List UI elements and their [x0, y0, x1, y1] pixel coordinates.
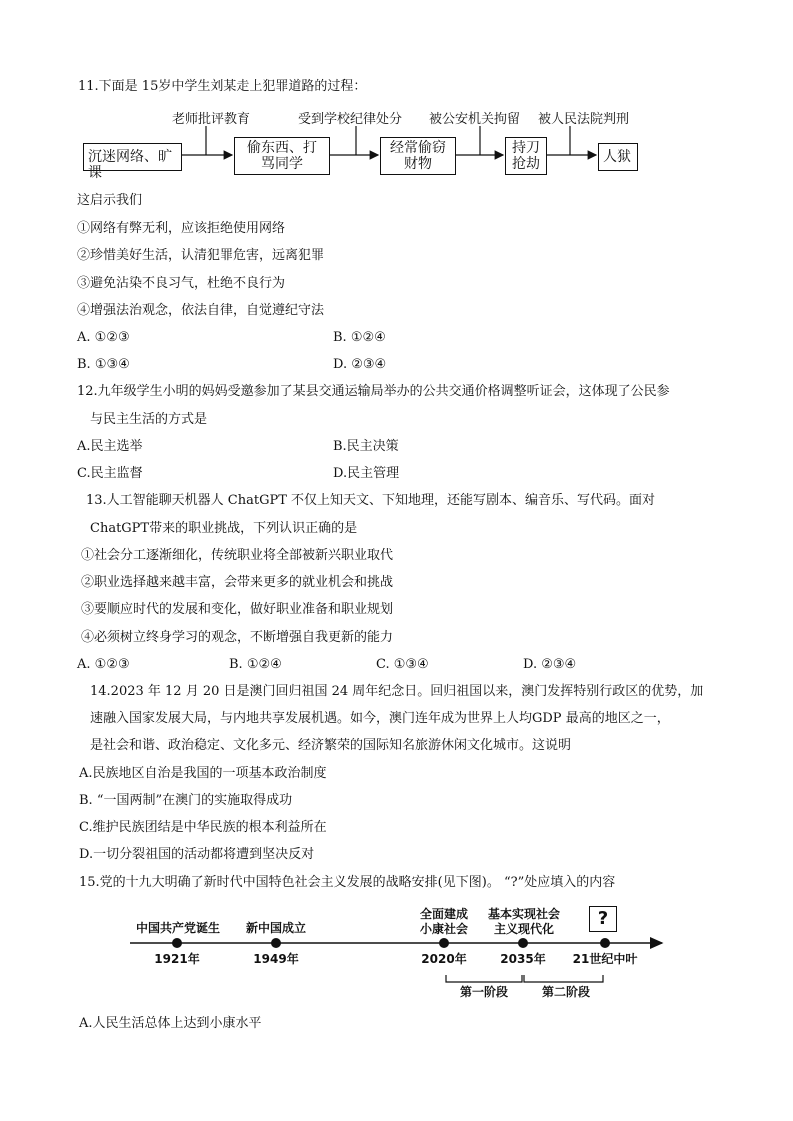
- q14-stem-line2: 速融入国家发展大局，与内地共享发展机遇。如今，澳门连年成为世界上人均GDP 最高的地区之一，: [90, 711, 670, 726]
- q11-lead: 这启示我们: [77, 193, 143, 208]
- q13-option-c[interactable]: C. ①③④: [376, 657, 429, 672]
- q13-statement-3: ③要顺应时代的发展和变化，做好职业准备和职业规划: [81, 602, 394, 617]
- timeline-point-1921: [172, 938, 182, 948]
- q13-statement-2: ②职业选择越来越丰富，会带来更多的就业机会和挑战: [81, 575, 394, 590]
- q12-option-b[interactable]: B.民主决策: [333, 439, 399, 454]
- flow-label-1: 老师批评教育: [172, 112, 251, 127]
- timeline-point-2020: [439, 938, 449, 948]
- q12-option-d[interactable]: D.民主管理: [333, 466, 400, 481]
- q11-statement-4: ④增强法治观念，依法自律，自觉遵纪守法: [77, 303, 325, 318]
- q11-statement-1: ①网络有弊无利，应该拒绝使用网络: [77, 221, 286, 236]
- flow-box-3: 经常偷窃 财物: [380, 137, 456, 175]
- timeline-label-cpc: 中国共产党诞生: [135, 921, 220, 935]
- q15-stem: 15.党的十九大明确了新时代中国特色社会主义发展的战略安排(见下图)。 “?”处应填入的内容: [79, 875, 616, 890]
- q12-stem-line1: 12.九年级学生小明的妈妈受邀参加了某县交通运输局举办的公共交通价格调整听证会，这体现了公民参: [77, 384, 670, 399]
- q12-option-c[interactable]: C.民主监督: [77, 466, 143, 481]
- stage-label-1: 第一阶段: [459, 985, 508, 999]
- q14-option-a[interactable]: A.民族地区自治是我国的一项基本政治制度: [79, 766, 327, 781]
- q13-option-a[interactable]: A. ①②③: [77, 657, 130, 672]
- q14-option-d[interactable]: D.一切分裂祖国的活动都将遭到坚决反对: [79, 847, 315, 862]
- flow-box-5: 人狱: [598, 143, 638, 171]
- q11-statement-3: ③避免沾染不良习气，杜绝不良行为: [77, 276, 286, 291]
- flow-label-4: 被人民法院判刑: [538, 112, 630, 127]
- q11-option-b[interactable]: B. ①②④: [333, 330, 386, 345]
- timeline-year-1949: 1949年: [253, 952, 299, 966]
- q14-option-c[interactable]: C.维护民族团结是中华民族的根本利益所在: [79, 820, 327, 835]
- timeline-year-1921: 1921年: [154, 952, 200, 966]
- timeline-label-xiaokang: 全面建成 小康社会: [419, 907, 468, 936]
- flow-box-1: 沉迷网络、旷课: [83, 143, 182, 171]
- timeline-label-prc: 新中国成立: [245, 921, 306, 935]
- timeline-label-modernization: 基本实现社会 主义现代化: [487, 907, 560, 936]
- q13-option-d[interactable]: D. ②③④: [523, 657, 577, 672]
- flow-box-2: 偷东西、打 骂同学: [234, 137, 330, 175]
- q13-statement-1: ①社会分工逐渐细化，传统职业将全部被新兴职业取代: [81, 548, 394, 563]
- q11-stem: 11.下面是 15岁中学生刘某走上犯罪道路的过程：: [78, 79, 367, 94]
- q11-option-a[interactable]: A. ①②③: [77, 330, 130, 345]
- stage-bracket-1: [446, 975, 522, 982]
- flow-label-2: 受到学校纪律处分: [298, 112, 403, 127]
- q15-option-a[interactable]: A.人民生活总体上达到小康水平: [79, 1016, 262, 1031]
- q13-statement-4: ④必须树立终身学习的观念，不断增强自我更新的能力: [81, 630, 394, 645]
- q14-stem-line3: 是社会和谐、政治稳定、文化多元、经济繁荣的国际知名旅游休闲文化城市。这说明: [90, 738, 572, 753]
- q14-stem-line1: 14.2023 年 12 月 20 日是澳门回归祖国 24 周年纪念日。回归祖国以来，澳门发挥特别行政区的优势，加: [90, 684, 704, 699]
- q11-option-c[interactable]: B. ①③④: [77, 357, 130, 372]
- question-mark-box: ?: [589, 906, 617, 932]
- q13-stem-line1: 13.人工智能聊天机器人 ChatGPT 不仅上知天文、下知地理，还能写剧本、编音乐、写代码。面对: [86, 493, 656, 508]
- flow-box-4: 持刀 抢劫: [505, 137, 547, 175]
- q12-stem-line2: 与民主生活的方式是: [90, 412, 208, 427]
- timeline-year-2020: 2020年: [421, 952, 467, 966]
- q13-option-b[interactable]: B. ①②④: [229, 657, 282, 672]
- flow-label-3: 被公安机关拘留: [429, 112, 521, 127]
- timeline-point-1949: [271, 938, 281, 948]
- timeline-year-2035: 2035年: [500, 952, 546, 966]
- q12-option-a[interactable]: A.民主选举: [77, 439, 143, 454]
- timeline-point-midcentury: [600, 938, 610, 948]
- timeline-year-midcentury: 21世纪中叶: [572, 952, 638, 966]
- stage-label-2: 第二阶段: [541, 985, 590, 999]
- q13-stem-line2: ChatGPT带来的职业挑战，下列认识正确的是: [90, 521, 358, 536]
- stage-bracket-2: [524, 975, 603, 982]
- q14-option-b[interactable]: B. “一国两制”在澳门的实施取得成功: [79, 793, 293, 808]
- q11-statement-2: ②珍惜美好生活，认清犯罪危害，远离犯罪: [77, 248, 325, 263]
- q11-option-d[interactable]: D. ②③④: [333, 357, 387, 372]
- timeline-point-2035: [518, 938, 528, 948]
